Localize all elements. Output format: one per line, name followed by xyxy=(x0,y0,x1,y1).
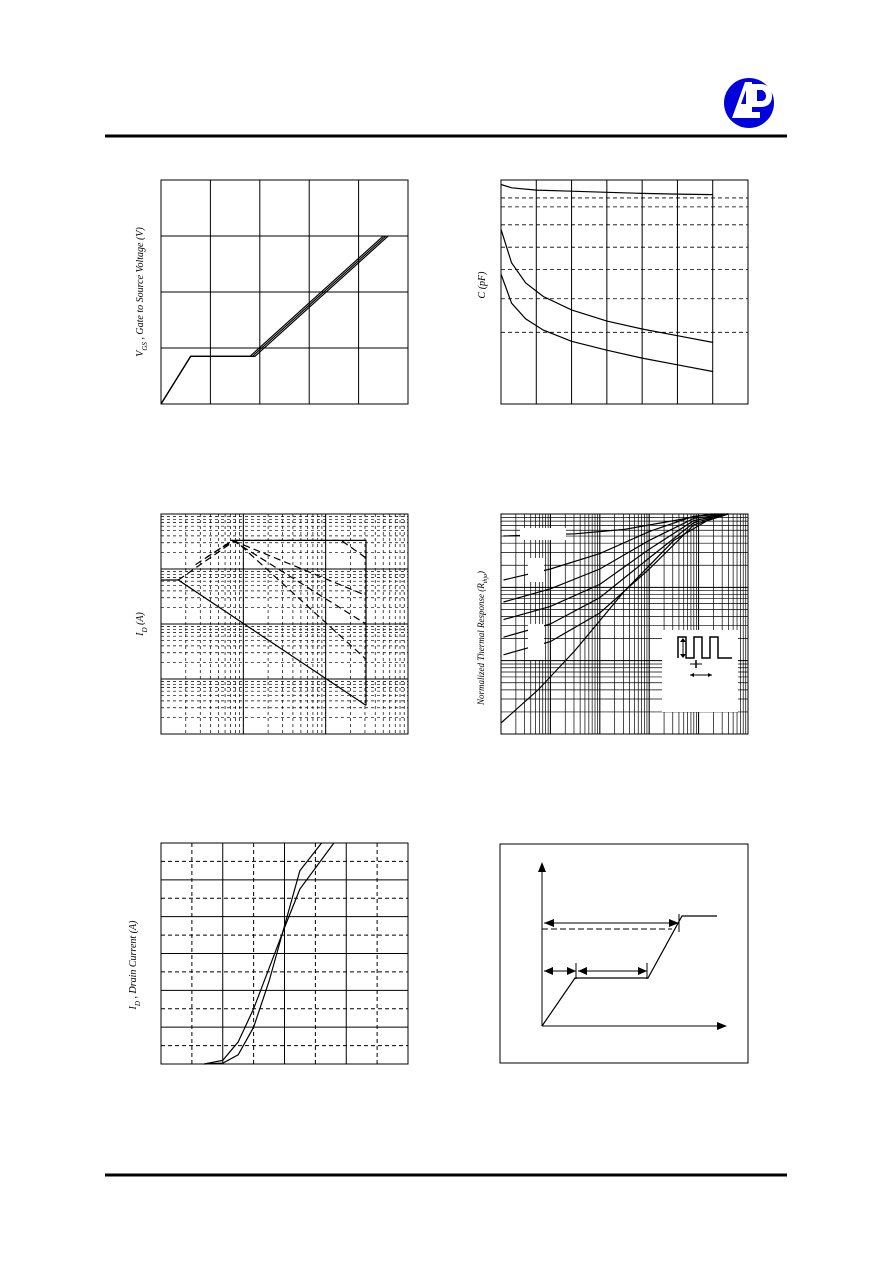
qgs-arrow xyxy=(544,963,576,979)
safe-operating-area-series-5 xyxy=(230,540,366,705)
duty-cycle-inset xyxy=(662,630,738,712)
safe-operating-area-series-2 xyxy=(196,540,366,624)
safe-operating-area-series-1 xyxy=(178,540,366,659)
transfer-ylabel: $I_D$ , Drain Current (A) xyxy=(128,920,142,1010)
chart-safe-operating-area xyxy=(135,514,408,734)
gate-charge-waveform-diagram xyxy=(500,844,748,1063)
soa-ylabel: $I_D$ (A) xyxy=(135,612,149,636)
gate-charge-ylabel: $V_{GS}$ , Gate to Source Voltage (V) xyxy=(135,227,149,357)
qgd-arrow xyxy=(578,963,647,979)
company-logo xyxy=(724,78,774,128)
chart-transfer xyxy=(128,843,408,1064)
thermal-ylabel: Normalized Thermal Response $(R_{thja})$ xyxy=(476,570,489,706)
safe-operating-area-series-0 xyxy=(161,580,366,705)
chart-gate-charge xyxy=(135,180,408,404)
chart-transient-thermal xyxy=(476,514,748,734)
chart-capacitance xyxy=(477,180,748,404)
gate-charge-series-2 xyxy=(161,236,388,404)
gate-charge-series-0 xyxy=(161,236,383,404)
capacitance-ylabel: C (pF) xyxy=(477,271,488,299)
gate-charge-series-1 xyxy=(161,236,386,404)
